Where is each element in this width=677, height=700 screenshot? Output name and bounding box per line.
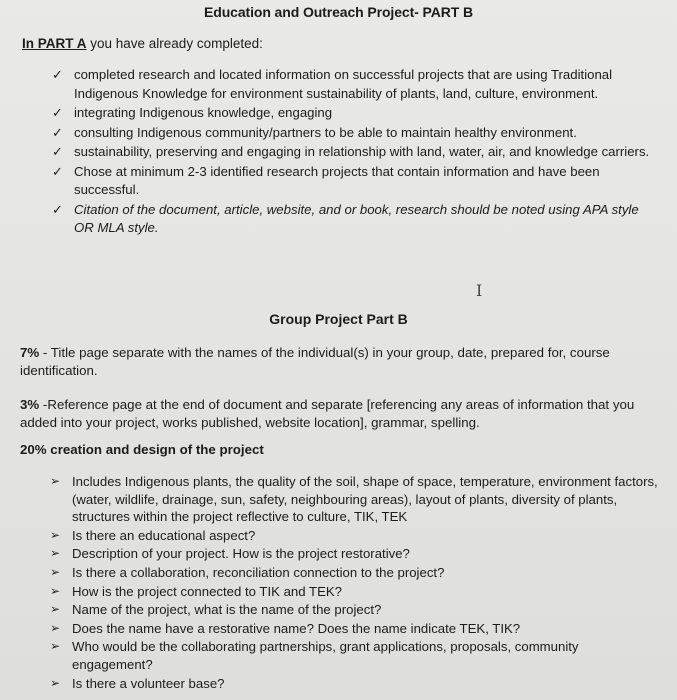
criterion-weight: 3% (20, 397, 40, 412)
checklist-item (52, 66, 652, 103)
arrow-bullet-icon: ➢ (50, 583, 61, 598)
intro-line (22, 36, 263, 51)
design-item (50, 601, 660, 619)
design-checklist (50, 473, 660, 693)
arrow-bullet-icon: ➢ (50, 564, 61, 579)
arrow-bullet-icon: ➢ (50, 474, 61, 488)
criterion-creation (20, 441, 665, 459)
design-item-text: How is the project connected to TIK and TEK? (72, 583, 343, 599)
design-item-text: Includes Indigenous plants, the quality of the soil, shape of space, temperature, environment factors, (water, wildlife, drainage, sun, safety, neighbouring areas), layout of plants, diversity of plants, structures within the project reflective to culture, TIK, TEK (72, 474, 658, 525)
checklist-item-text: Citation of the document, article, website, and or book, research should be noted using APA style OR MLA style. (74, 201, 639, 235)
arrow-bullet-icon: ➢ (50, 602, 61, 617)
document-title: Education and Outreach Project- PART B (204, 4, 473, 20)
criterion-heading: 20% creation and design of the project (20, 442, 264, 457)
design-item-text: Does the name have a restorative name? Does the name indicate TEK, TIK? (72, 620, 521, 636)
design-item-text: Is there a volunteer base? (72, 675, 225, 691)
completed-checklist (52, 66, 652, 239)
intro-rest: you have already completed: (86, 36, 263, 51)
checklist-item-text: Chose at minimum 2-3 identified research projects that contain information and have been successful. (74, 163, 600, 197)
criterion-reference (20, 396, 665, 432)
design-item (50, 583, 660, 601)
criterion-title-page (20, 344, 665, 380)
checklist-item (52, 201, 652, 238)
check-icon: ✓ (52, 144, 63, 159)
arrow-bullet-icon: ➢ (50, 675, 61, 690)
design-item (50, 473, 660, 526)
arrow-bullet-icon: ➢ (50, 620, 61, 635)
design-item (50, 527, 660, 545)
checklist-item (52, 124, 652, 143)
checklist-item-text: sustainability, preserving and engaging in relationship with land, water, air, and knowledge carriers. (74, 144, 650, 159)
check-icon: ✓ (52, 67, 63, 82)
design-item-text: Name of the project, what is the name of the project? (72, 602, 382, 618)
checklist-item (52, 104, 652, 123)
checklist-item-text: completed research and located information on successful projects that are using Traditional Indigenous Knowledge for environment sustainability of plants, land, culture, environment. (74, 67, 613, 101)
checklist-item-text: consulting Indigenous community/partners to be able to maintain healthy environment. (74, 124, 577, 140)
check-icon: ✓ (52, 124, 63, 140)
design-item (50, 545, 660, 563)
arrow-bullet-icon: ➢ (50, 527, 61, 542)
checklist-item (52, 143, 652, 162)
design-item (50, 564, 660, 582)
criterion-weight: 7% (20, 345, 40, 360)
arrow-bullet-icon: ➢ (50, 546, 61, 561)
design-item-text: Who would be the collaborating partnerships, grant applications, proposals, community engagement? (72, 639, 579, 672)
section-title: Group Project Part B (269, 311, 408, 327)
criterion-text: - Title page separate with the names of the individual(s) in your group, date, prepared for, course identification. (20, 345, 610, 378)
checklist-item-text: integrating Indigenous knowledge, engaging (74, 105, 333, 120)
design-item-text: Is there an educational aspect? (72, 527, 256, 543)
design-item-text: Is there a collaboration, reconciliation connection to the project? (72, 564, 445, 580)
arrow-bullet-icon: ➢ (50, 639, 61, 654)
design-item (50, 638, 660, 673)
check-icon: ✓ (52, 163, 63, 179)
checklist-item (52, 163, 652, 200)
design-item-text: Description of your project. How is the project restorative? (72, 546, 410, 562)
check-icon: ✓ (52, 201, 63, 217)
design-item (50, 620, 660, 638)
check-icon: ✓ (52, 105, 63, 120)
text-cursor-icon: I (476, 281, 483, 300)
design-item (50, 675, 660, 693)
intro-part-a: In PART A (22, 36, 87, 51)
criterion-text: -Reference page at the end of document and separate [referencing any areas of information that you added into your project, works published, website location], grammar, spelling. (20, 397, 635, 430)
